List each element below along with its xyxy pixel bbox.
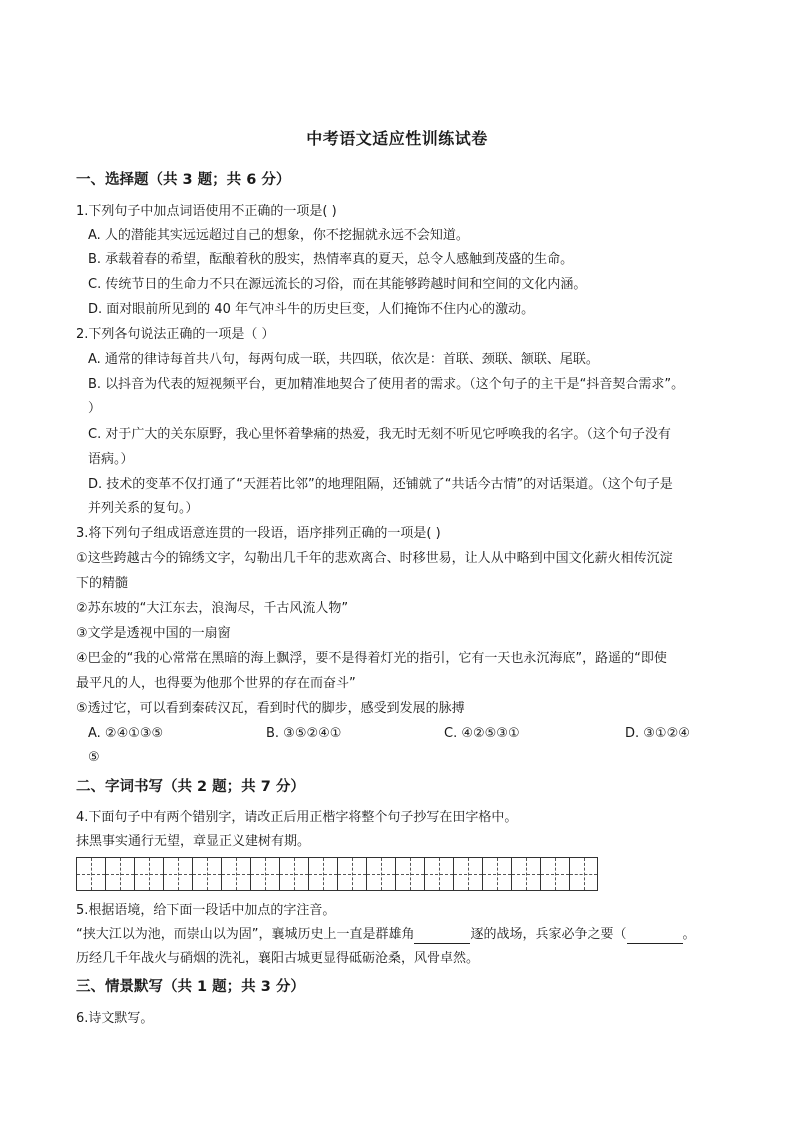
- tianzige-cell[interactable]: [308, 857, 337, 891]
- tianzige-grid[interactable]: [76, 857, 598, 891]
- question-3-item-1-cont: 下的精髓: [76, 576, 129, 591]
- question-2-option-c-cont: 语病。）: [88, 452, 134, 467]
- tianzige-cell[interactable]: [250, 857, 279, 891]
- tianzige-cell[interactable]: [163, 857, 192, 891]
- tianzige-cell[interactable]: [134, 857, 163, 891]
- question-2-option-b: B. 以抖音为代表的短视频平台，更加精准地契合了使用者的需求。（这个句子的主干是“抖音契合需求”。: [88, 377, 685, 392]
- tianzige-cell[interactable]: [511, 857, 540, 891]
- tianzige-cell[interactable]: [424, 857, 453, 891]
- section-heading-choice: 一、选择题（共 3 题；共 6 分）: [76, 172, 291, 188]
- tianzige-cell[interactable]: [395, 857, 424, 891]
- question-3-item-4: ④巴金的“我的心常常在黑暗的海上飘浮，要不是得着灯光的指引，它有一天也永沉海底”，路遥的“即使: [76, 651, 667, 666]
- question-3-option-a: A. ②④①③⑤: [88, 726, 164, 741]
- tianzige-cell[interactable]: [279, 857, 308, 891]
- tianzige-cell[interactable]: [482, 857, 511, 891]
- question-2-option-d-cont: 并列关系的复句。）: [88, 501, 199, 516]
- question-1-option-a: A. 人的潜能其实远远超过自己的想象，你不挖掘就永远不会知道。: [88, 228, 469, 243]
- tianzige-cell[interactable]: [453, 857, 482, 891]
- question-1-option-c: C. 传统节日的生命力不只在源远流长的习俗，而在其能够跨越时间和空间的文化内涵。: [88, 277, 587, 292]
- tianzige-cell[interactable]: [540, 857, 569, 891]
- question-3-item-5: ⑤透过它，可以看到秦砖汉瓦，看到时代的脚步，感受到发展的脉搏: [76, 701, 465, 716]
- question-3-option-d: D. ③①②④: [625, 726, 690, 741]
- tianzige-cell[interactable]: [105, 857, 134, 891]
- question-2-option-a: A. 通常的律诗每首共八句，每两句成一联，共四联，依次是：首联、颈联、颔联、尾联。: [88, 352, 599, 367]
- question-4-stem: 4.下面句子中有两个错别字，请改正后用正楷字将整个句子抄写在田字格中。: [76, 810, 518, 825]
- question-1-option-d: D. 面对眼前所见到的 40 年气冲斗牛的历史巨变，人们掩饰不住内心的激动。: [88, 302, 535, 317]
- question-3-item-3: ③文学是透视中国的一扇窗: [76, 626, 231, 641]
- question-2-option-b-cont: ）: [88, 401, 102, 416]
- tianzige-cell[interactable]: [192, 857, 221, 891]
- question-3-stem: 3.将下列句子组成语意连贯的一段语，语序排列正确的一项是( ): [76, 526, 441, 541]
- tianzige-cell[interactable]: [337, 857, 366, 891]
- question-4-sentence: 抹黑事实通行无望，章显正义建树有期。: [76, 834, 311, 849]
- passage-text-1: “挟大江以为池，而崇山以为固”，襄城历史上一直是群雄角: [76, 927, 415, 942]
- question-3-option-b: B. ③⑤②④①: [266, 726, 342, 741]
- pinyin-blank-2[interactable]: [627, 929, 683, 944]
- question-3-option-d-cont: ⑤: [88, 750, 100, 765]
- question-5-passage-line-2: 历经几千年战火与硝烟的洗礼，襄阳古城更显得砥砺沧桑，风骨卓然。: [76, 951, 480, 966]
- question-3-option-c: C. ④②⑤③①: [444, 726, 520, 741]
- question-2-option-c: C. 对于广大的关东原野，我心里怀着挚痛的热爱，我无时无刻不听见它呼唤我的名字。（这个句子没有: [88, 427, 671, 442]
- page-title: 中考语文适应性训练试卷: [306, 129, 488, 148]
- section-heading-writing: 二、字词书写（共 2 题；共 7 分）: [76, 779, 305, 795]
- question-2-stem: 2.下列各句说法正确的一项是（ ）: [76, 327, 275, 342]
- question-2-option-d: D. 技术的变革不仅打通了“天涯若比邻”的地理阻隔，还铺就了“共话今古情”的对话渠道。（这个句子是: [88, 477, 673, 492]
- passage-text-2: 逐的战场，兵家必争之要（: [470, 927, 627, 942]
- section-heading-recitation: 三、情景默写（共 1 题；共 3 分）: [76, 979, 305, 995]
- question-1-option-b: B. 承载着春的希望，酝酿着秋的殷实，热情率真的夏天，总令人感触到茂盛的生命。: [88, 252, 574, 267]
- question-5-passage-line-1: [76, 926, 696, 944]
- tianzige-cell[interactable]: [366, 857, 395, 891]
- tianzige-cell[interactable]: [221, 857, 250, 891]
- question-3-item-4-cont: 最平凡的人，也得要为他那个世界的存在而奋斗”: [76, 676, 356, 691]
- question-3-item-1: ①这些跨越古今的锦绣文字，勾勒出几千年的悲欢离合、时移世易，让人从中略到中国文化薪火相传沉淀: [76, 551, 673, 566]
- passage-text-3: 。: [682, 927, 696, 942]
- pinyin-blank-1[interactable]: [414, 929, 470, 944]
- tianzige-cell[interactable]: [76, 857, 105, 891]
- question-1-stem: 1.下列句子中加点词语使用不正确的一项是( ): [76, 204, 337, 219]
- question-3-item-2: ②苏东坡的“大江东去，浪淘尽，千古风流人物”: [76, 601, 349, 616]
- question-5-stem: 5.根据语境，给下面一段话中加点的字注音。: [76, 903, 336, 918]
- tianzige-cell[interactable]: [569, 857, 598, 891]
- question-6-stem: 6.诗文默写。: [76, 1011, 154, 1026]
